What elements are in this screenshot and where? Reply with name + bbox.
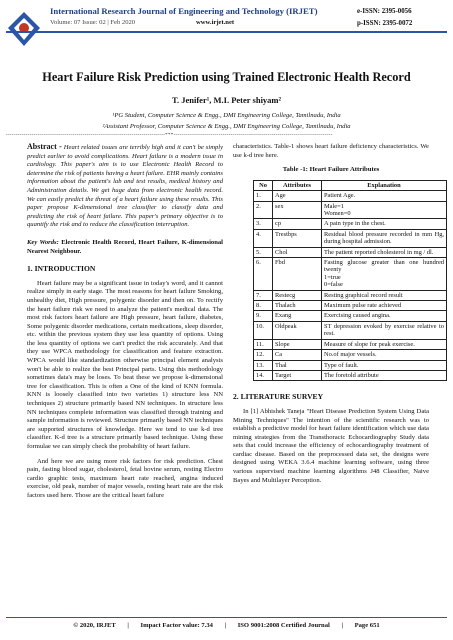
footer-rule bbox=[6, 617, 447, 618]
abstract-text: Heart related issues are terribly high and it can't be simply predict earlier to avoid complications. Heart failure is a modern issue in cardiology. This paper's aim is to use Electronic Health Record to determine the risk of patients having a heart failure. EHR mainly contains information about the patient's lab and test results, medical history and Administration details. We get huge data from electronic health record. We can easily predict the threat of a heart failure using these results. This paper propose K-dimensional tree classifier to classify data and predicting the risk of heart failure. This paper's primary objective is to quantify the risk and to reduce the classification interruption. bbox=[27, 144, 224, 229]
cell-attribute: Thal bbox=[273, 360, 322, 370]
table-header-row bbox=[254, 180, 447, 190]
footer-page-number: Page 651 bbox=[354, 622, 380, 629]
cell-explanation: Measure of slope for peak exercise. bbox=[322, 339, 447, 349]
intro-paragraph-3: characteristics. Table-1 shows heart failure deficiency characteristics. We use k-d tree here. bbox=[233, 143, 429, 159]
table-row bbox=[254, 370, 447, 380]
cell-explanation: Maximum pulse rate achieved bbox=[322, 301, 447, 311]
cell-explanation: Residual blood pressure recorded in mm Hg, during hospital admission. bbox=[322, 229, 447, 247]
table-row bbox=[254, 321, 447, 339]
section-heading-introduction: 1. INTRODUCTION bbox=[27, 264, 96, 274]
cell-explanation: The patient reported cholesterol in mg / dl. bbox=[322, 247, 447, 257]
page-footer bbox=[0, 622, 453, 629]
cell-explanation: Patient Age. bbox=[322, 191, 447, 201]
p-issn: p-ISSN: 2395-0072 bbox=[357, 20, 413, 27]
cell-attribute: Thalach bbox=[273, 301, 322, 311]
cell-no: 7. bbox=[254, 290, 273, 300]
cell-explanation: Exercising caused angina. bbox=[322, 311, 447, 321]
abstract bbox=[27, 143, 223, 230]
right-column bbox=[233, 143, 444, 491]
cell-no: 6. bbox=[254, 258, 273, 291]
cell-attribute: sex bbox=[273, 201, 322, 219]
table-row bbox=[254, 339, 447, 349]
paper-title: Heart Failure Risk Prediction using Trained Electronic Health Record bbox=[42, 70, 411, 84]
cell-explanation: Resting graphical record result bbox=[322, 290, 447, 300]
affiliation-2: ²Assistant Professor, Computer Science & Engg., DMI Engineering College, Tamilnadu, India bbox=[102, 123, 351, 130]
table-caption: Table -1: Heart Failure Attributes bbox=[282, 166, 380, 174]
header-attributes: Attributes bbox=[273, 180, 322, 190]
table-row bbox=[254, 201, 447, 219]
intro-paragraph-2: And here we are using more risk factors for risk prediction. Chest pain, fasting blood sugar, cholesterol, fetal bovine serum, resting Electro cardio graphic tests, maximum heart rate reached, angina induced exercise, old peak, number of major vessels, resting heart rate are the risk factors used here. Those are the critical heart failure bbox=[27, 457, 223, 499]
journal-website-link[interactable]: www.irjet.net bbox=[196, 19, 235, 26]
cell-explanation: A pain type in the chest. bbox=[322, 219, 447, 229]
cell-attribute: Target bbox=[273, 370, 322, 380]
cell-no: 5. bbox=[254, 247, 273, 257]
table-row bbox=[254, 219, 447, 229]
cell-no: 11. bbox=[254, 339, 273, 349]
cell-no: 9. bbox=[254, 311, 273, 321]
authors: T. Jenifer¹, M.I. Peter shiyam² bbox=[171, 95, 282, 105]
affiliation-1: ¹PG Student, Computer Science & Engg., DMI Engineering College, Tamilnadu, India bbox=[112, 112, 341, 119]
cell-attribute: Restecg bbox=[273, 290, 322, 300]
table-row bbox=[254, 350, 447, 360]
cell-attribute: Slope bbox=[273, 339, 322, 349]
cell-no: 8. bbox=[254, 301, 273, 311]
intro-paragraph-1: Heart failure may be a significant issue in today's word, and it cannot realize simply in early stage. The most reasons for heart failure Smoking, unhealthy diet, High pressure, polygenic disorder and then on. To rectify the heart failure risk we need to analyze the patient's medical data. The most risk factors heart failure are High pressure, heart failure, diabetes, Some polygenic disorder medications, certain medications, sleep disorder, etc. within the previous system they use less quantity of options. Using the less quantity of options we can't predict the risk accurately. And that they use WPCA methodology for classification and feature extraction. WPCA would like standardization otherwise principal element analysis won't be able to realize the best Principal parts. Using this methodology sometimes data's may be loses. To beat these we propose k-dimensional tree for classification. This is often a One of the kind of KNN formula. KNN is loosely classified into two varieties 1) structure less NN techniques 2) structure primarily based NN techniques. In structure less NN techniques complete information was classified through training and sample information is reviewed. Structure primarily based NN techniques are supported structures of knowledge. Here we tend to use k-d tree classifier. K-d tree is a structure primarily based technique. Using these formulae we can simply check the probability of heart failure. bbox=[27, 279, 223, 450]
cell-attribute: Trestbps bbox=[273, 229, 322, 247]
footer-copyright: © 2020, IRJET bbox=[73, 622, 116, 629]
irjet-logo bbox=[6, 10, 42, 48]
footer-iso: ISO 9001:2008 Certified Journal bbox=[237, 622, 330, 629]
e-issn: e-ISSN: 2395-0056 bbox=[357, 8, 412, 15]
cell-no: 13. bbox=[254, 360, 273, 370]
cell-no: 12. bbox=[254, 350, 273, 360]
cell-no: 14. bbox=[254, 370, 273, 380]
table-row bbox=[254, 301, 447, 311]
header-no: No bbox=[254, 180, 273, 190]
journal-header bbox=[0, 0, 453, 64]
cell-attribute: cp bbox=[273, 219, 322, 229]
volume-issue: Volume: 07 Issue: 02 | Feb 2020 bbox=[50, 19, 136, 26]
separator-line: ---------------------------------------------------------------------------------***--------------------------------------------------------------------------------- bbox=[6, 133, 333, 138]
cell-attribute: Fbd bbox=[273, 258, 322, 291]
cell-explanation: ST depression evoked by exercise relative to rest. bbox=[322, 321, 447, 339]
header-rule bbox=[6, 31, 447, 33]
abstract-label: Abstract - bbox=[27, 142, 62, 151]
keywords-label: Key Words: bbox=[27, 238, 59, 246]
left-column bbox=[27, 143, 223, 507]
cell-explanation: Male=1 Women=0 bbox=[322, 201, 447, 219]
table-row bbox=[254, 311, 447, 321]
section-heading-literature: 2. LITERATURE SURVEY bbox=[233, 392, 324, 402]
footer-divider: | bbox=[224, 622, 227, 629]
footer-impact-factor: Impact Factor value: 7.34 bbox=[140, 622, 213, 629]
table-row bbox=[254, 258, 447, 291]
cell-no: 4. bbox=[254, 229, 273, 247]
cell-attribute: Exang bbox=[273, 311, 322, 321]
literature-paragraph-1: In [1] Abhishek Taneja "Heart Disease Prediction System Using Data Mining Techniques" The intention of the scientific research was to establish a predictive model for heart failure identification which use data mining strategies from the Transthoracic Echocardiography Study data sets that could increase the efficiency of echocardiography treatment of cardiac disease. Based on the preprocessed data set, the designs were designed using WEKA 3.6.4 machine learning software, using three various supervised machine learning algorithms J48 Classifier, Naive Bayes and Multilayer Perception. bbox=[233, 407, 429, 484]
keywords-text: Electronic Health Record, Heart Failure, K-dimensional Nearest Neighbour. bbox=[27, 238, 224, 255]
cell-attribute: Oldpeak bbox=[273, 321, 322, 339]
cell-explanation: Type of fault. bbox=[322, 360, 447, 370]
cell-no: 3. bbox=[254, 219, 273, 229]
table-row bbox=[254, 191, 447, 201]
table-row bbox=[254, 360, 447, 370]
table-row bbox=[254, 247, 447, 257]
cell-no: 10. bbox=[254, 321, 273, 339]
cell-explanation: No.of major vessels. bbox=[322, 350, 447, 360]
cell-no: 2. bbox=[254, 201, 273, 219]
table-row bbox=[254, 229, 447, 247]
attributes-table bbox=[253, 180, 447, 382]
header-explanation: Explanation bbox=[322, 180, 447, 190]
cell-attribute: Age bbox=[273, 191, 322, 201]
footer-divider: | bbox=[127, 622, 129, 629]
journal-title: International Research Journal of Engineering and Technology (IRJET) bbox=[50, 6, 318, 16]
table-row bbox=[254, 290, 447, 300]
footer-divider: | bbox=[341, 622, 343, 629]
cell-explanation: The foretold attribute bbox=[322, 370, 447, 380]
cell-attribute: Ca bbox=[273, 350, 322, 360]
cell-no: 1. bbox=[254, 191, 273, 201]
cell-attribute: Chol bbox=[273, 247, 322, 257]
cell-explanation: Fasting glucose greater than one hundred twenty 1=true 0=false bbox=[322, 258, 447, 291]
keywords bbox=[27, 239, 223, 256]
table-body bbox=[254, 191, 447, 381]
